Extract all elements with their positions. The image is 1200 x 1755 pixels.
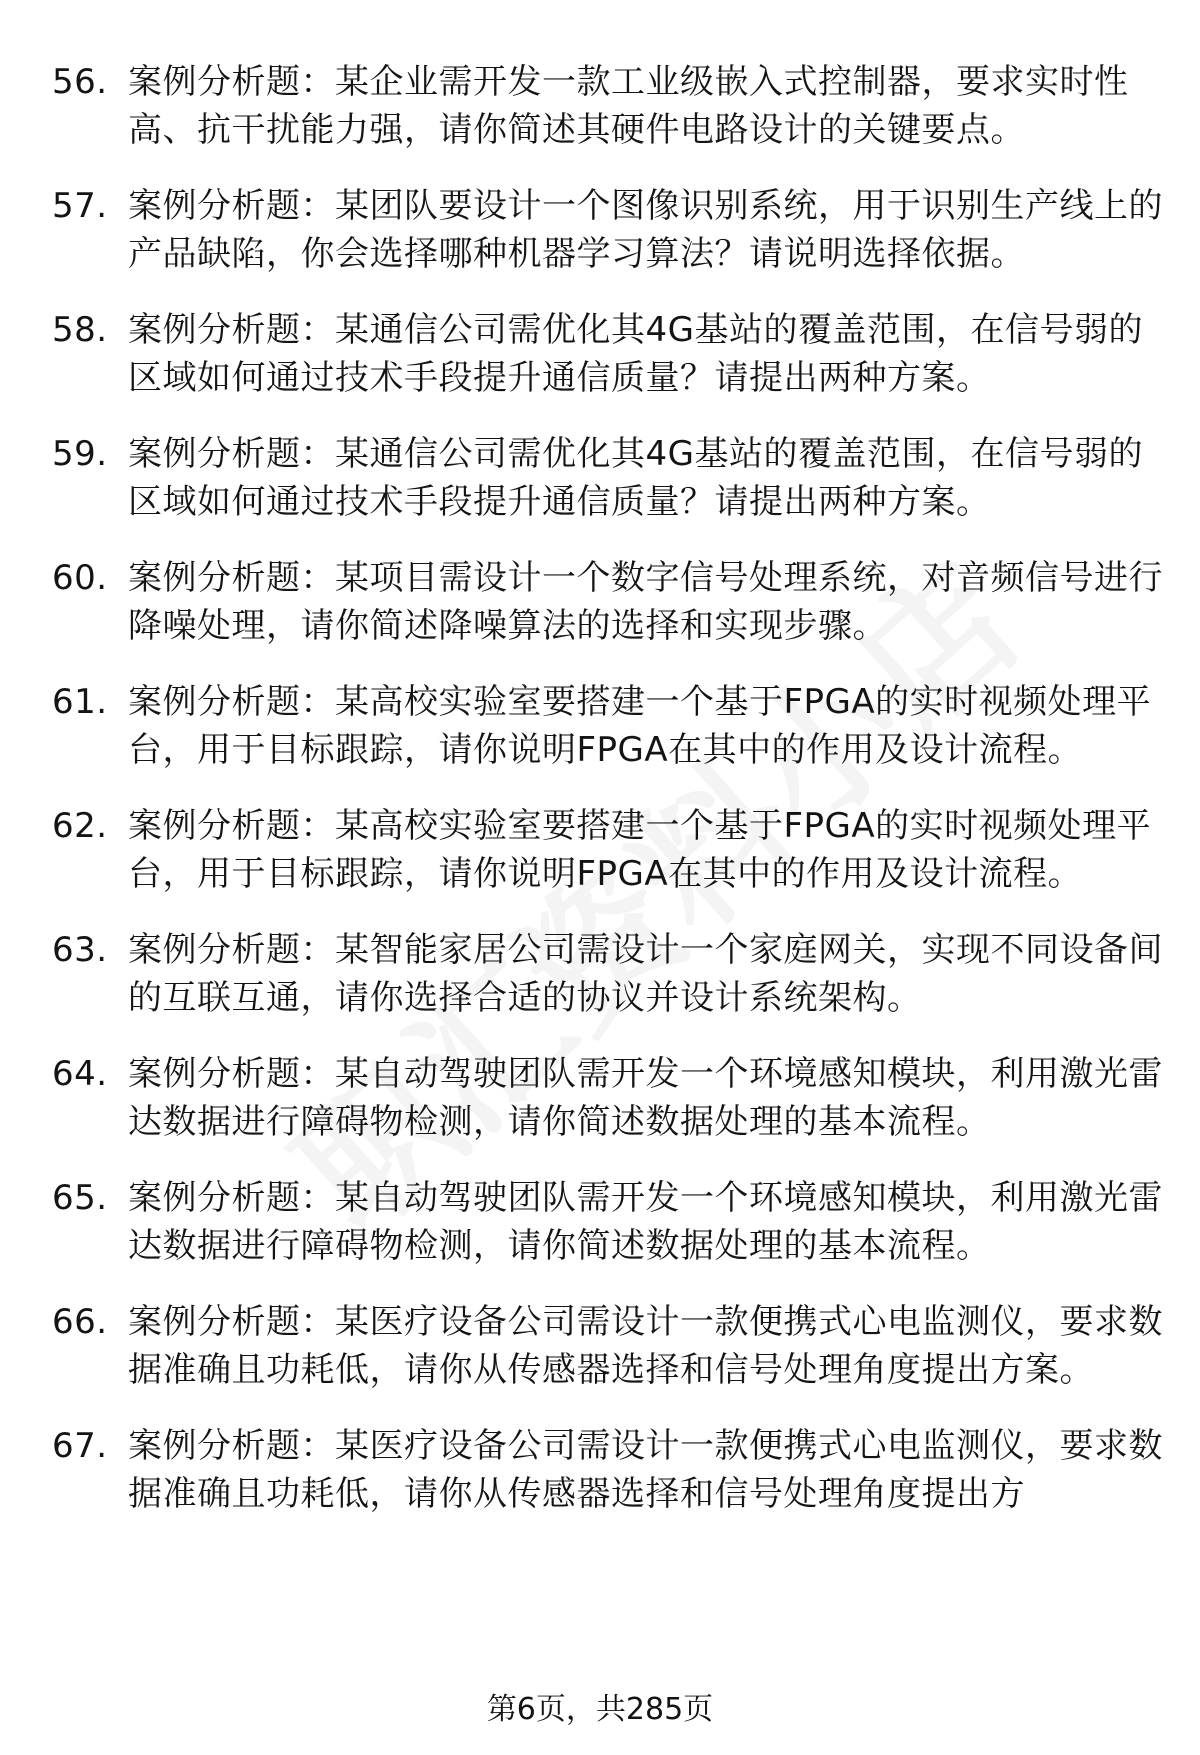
question-number: 58.	[52, 310, 108, 350]
question-text: 案例分析题：某自动驾驶团队需开发一个环境感知模块，利用激光雷达数据进行障碍物检测，请你简述数据处理的基本流程。	[128, 1178, 1163, 1266]
question-item	[52, 678, 1164, 774]
question-item	[52, 182, 1164, 278]
question-text: 案例分析题：某企业需开发一款工业级嵌入式控制器，要求实时性高、抗干扰能力强，请你简述其硬件电路设计的关键要点。	[128, 62, 1129, 150]
question-list	[52, 58, 1164, 1546]
question-text: 案例分析题：某团队要设计一个图像识别系统，用于识别生产线上的产品缺陷，你会选择哪种机器学习算法？请说明选择依据。	[128, 186, 1163, 274]
question-item	[52, 1422, 1164, 1518]
question-item	[52, 1050, 1164, 1146]
question-number: 60.	[52, 558, 108, 598]
question-item	[52, 306, 1164, 402]
question-text: 案例分析题：某医疗设备公司需设计一款便携式心电监测仪，要求数据准确且功耗低，请你从传感器选择和信号处理角度提出方	[128, 1426, 1163, 1514]
question-item	[52, 554, 1164, 650]
question-item	[52, 1174, 1164, 1270]
question-number: 57.	[52, 186, 108, 226]
question-item	[52, 802, 1164, 898]
question-item	[52, 1298, 1164, 1394]
page-footer: 第6页，共285页	[486, 1692, 714, 1727]
question-number: 66.	[52, 1302, 108, 1342]
question-item	[52, 58, 1164, 154]
question-text: 案例分析题：某通信公司需优化其4G基站的覆盖范围，在信号弱的区域如何通过技术手段提升通信质量？请提出两种方案。	[128, 434, 1143, 522]
question-text: 案例分析题：某项目需设计一个数字信号处理系统，对音频信号进行降噪处理，请你简述降噪算法的选择和实现步骤。	[128, 558, 1163, 646]
question-number: 63.	[52, 930, 108, 970]
question-text: 案例分析题：某高校实验室要搭建一个基于FPGA的实时视频处理平台，用于目标跟踪，请你说明FPGA在其中的作用及设计流程。	[128, 806, 1152, 894]
question-item	[52, 926, 1164, 1022]
question-text: 案例分析题：某医疗设备公司需设计一款便携式心电监测仪，要求数据准确且功耗低，请你从传感器选择和信号处理角度提出方案。	[128, 1302, 1163, 1390]
question-number: 61.	[52, 682, 108, 722]
question-number: 59.	[52, 434, 108, 474]
question-number: 62.	[52, 806, 108, 846]
question-number: 56.	[52, 62, 108, 102]
question-item	[52, 430, 1164, 526]
question-number: 64.	[52, 1054, 108, 1094]
question-text: 案例分析题：某高校实验室要搭建一个基于FPGA的实时视频处理平台，用于目标跟踪，请你说明FPGA在其中的作用及设计流程。	[128, 682, 1152, 770]
question-text: 案例分析题：某智能家居公司需设计一个家庭网关，实现不同设备间的互联互通，请你选择合适的协议并设计系统架构。	[128, 930, 1163, 1018]
question-text: 案例分析题：某自动驾驶团队需开发一个环境感知模块，利用激光雷达数据进行障碍物检测，请你简述数据处理的基本流程。	[128, 1054, 1163, 1142]
question-text: 案例分析题：某通信公司需优化其4G基站的覆盖范围，在信号弱的区域如何通过技术手段提升通信质量？请提出两种方案。	[128, 310, 1143, 398]
question-number: 67.	[52, 1426, 108, 1466]
question-number: 65.	[52, 1178, 108, 1218]
